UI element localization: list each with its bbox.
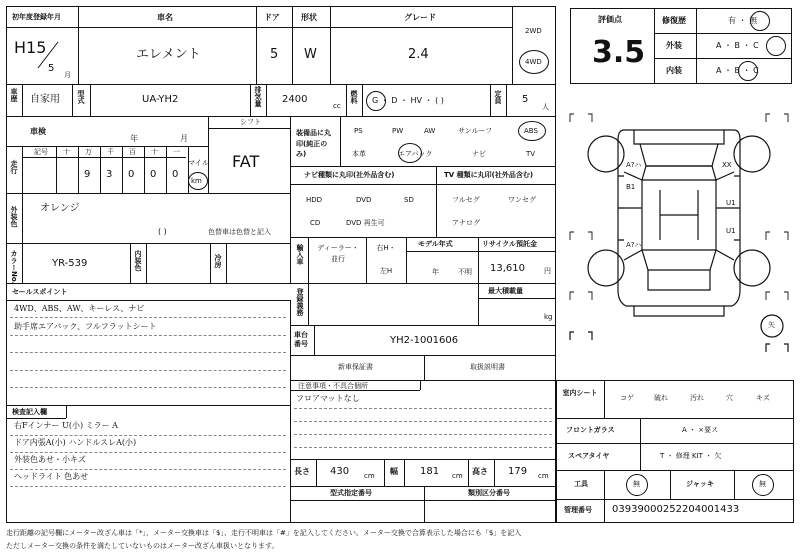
first-reg-era-year: H15 <box>14 38 47 57</box>
notes-label: 注意事項・不具合個所 <box>298 382 368 390</box>
interior-b-circle <box>738 61 758 81</box>
windshield-options: A ・ ×要ス <box>682 426 719 434</box>
color-no-value: YR-539 <box>52 258 88 269</box>
max-load-label: 最大積載量 <box>488 287 523 295</box>
mark-u1-top: U1 <box>726 199 736 207</box>
inspector-note-line: ヘッドライト 色あせ <box>14 472 89 481</box>
import-label: 輸入車 <box>296 244 304 265</box>
mark-bumper: A?ハ <box>626 241 642 249</box>
model-label: 型式 <box>77 90 85 104</box>
jack-value: 無 <box>759 480 766 488</box>
tools-label: 工具 <box>574 480 588 488</box>
car-name-label: 車名 <box>157 13 173 22</box>
ac-label: 冷房 <box>214 254 222 268</box>
shaken-year-unit: 年 <box>130 134 138 143</box>
tv-option: ワンセグ <box>508 196 536 204</box>
rating-label: 評価点 <box>598 15 622 24</box>
equipment-item: エアバック <box>398 150 433 158</box>
model-value: UA-YH2 <box>142 94 179 105</box>
roof-seat-option: 穴 <box>726 394 733 402</box>
mileage-digit: 0 <box>128 169 135 180</box>
equipment-item: PS <box>354 127 363 135</box>
inspector-note-line: 外装色あせ・小キズ <box>14 455 86 464</box>
import-handle-r: 右H・ <box>376 244 396 252</box>
control-number-label: 管理番号 <box>564 506 592 514</box>
capacity-value: 5 <box>522 94 529 105</box>
inspector-note-line: ドア内張A(小) ハンドルスレA(小) <box>14 438 137 447</box>
width-value: 181 <box>420 466 440 477</box>
sales-point-line: 助手席エアバック、フルフラットシート <box>14 321 157 331</box>
interior-options: A ・ B ・ C <box>716 66 759 75</box>
roof-seat-option: コゲ <box>620 394 634 402</box>
mileage-digit: 0 <box>150 169 157 180</box>
tv-option: フルセグ <box>452 196 480 204</box>
max-load-unit: kg <box>544 313 553 321</box>
mark-b1: B1 <box>626 183 636 191</box>
repair-none-circle <box>750 11 770 31</box>
mileage-unit: 百 <box>129 148 136 156</box>
manual-label: 取扱説明書 <box>470 363 505 371</box>
vehicle-use: 自家用 <box>30 94 60 105</box>
recycle-value: 13,610 <box>490 263 525 274</box>
import-dealer: ディーラー・並行 <box>317 244 359 264</box>
roof-seat-option: 破れ <box>654 394 668 402</box>
shift-label: シフト <box>240 118 261 126</box>
length-unit: cm <box>364 472 375 480</box>
grade-label: グレード <box>404 13 436 22</box>
equipment-item: ABS <box>524 127 538 135</box>
navi-option: CD <box>310 219 321 227</box>
length-label: 長さ <box>294 467 310 476</box>
drive-2wd: 2WD <box>525 27 542 35</box>
width-label: 幅 <box>390 467 398 476</box>
height-unit: cm <box>538 472 549 480</box>
first-reg-label: 初年度登録年月 <box>12 13 61 21</box>
model-year-label: モデル年式 <box>418 240 453 248</box>
navi-option: DVD 再生可 <box>346 219 385 227</box>
registration-label: 登録義務 <box>296 288 304 316</box>
chassis-label: 車台番号 <box>294 331 308 349</box>
capacity-unit: 人 <box>542 103 549 111</box>
equipment-item: AW <box>424 127 436 135</box>
recycle-unit: 円 <box>544 267 551 275</box>
shaken-month-unit: 月 <box>180 134 188 143</box>
footer-line-2: ただしメーター交換の条件を満たしていないものはメーター改ざん車扱いとなります。 <box>6 542 279 550</box>
equipment-item: 本革 <box>352 150 366 158</box>
color-paren: ( ) <box>158 227 167 236</box>
length-value: 430 <box>330 466 350 477</box>
rating-score: 3.5 <box>592 35 646 70</box>
sales-points-label: セールスポイント <box>12 288 68 296</box>
fuel-label: 燃料 <box>350 90 358 104</box>
mark-xx: XX <box>722 161 732 169</box>
jack-label: ジャッキ <box>686 480 714 488</box>
width-unit: cm <box>452 472 463 480</box>
equipment-item: PW <box>392 127 404 135</box>
recycle-label: リサイクル預託金 <box>482 240 538 248</box>
displacement-value: 2400 <box>282 94 308 105</box>
mileage-digit: 9 <box>84 169 91 180</box>
spare-tire-label: スペアタイヤ <box>568 452 610 460</box>
height-value: 179 <box>508 466 528 477</box>
color-note: 色替車は色替と記入 <box>208 228 271 236</box>
color-label: 外装色 <box>10 206 18 227</box>
interior-label: 内装 <box>666 66 682 75</box>
model-year-unknown: 不明 <box>458 268 472 276</box>
exterior-label: 外装 <box>666 41 682 50</box>
capacity-label: 定員 <box>494 90 502 104</box>
fuel-options: G ・ D ・ HV ・ ( ) <box>372 96 444 105</box>
equipment-item: サンルーフ <box>458 127 493 135</box>
shape-label: 形状 <box>301 13 317 22</box>
mark-fender-right: A?ハ <box>626 161 642 169</box>
tools-value: 無 <box>633 480 640 488</box>
displacement-unit: cc <box>333 102 341 110</box>
exterior-options: A ・ B ・ C <box>716 41 759 50</box>
sales-point-line: 4WD、ABS、AW、キーレス、ナビ <box>14 304 145 313</box>
equipment-item: ナビ <box>472 150 486 158</box>
km-label: km <box>191 177 202 185</box>
shape-value: W <box>304 47 317 62</box>
equipment-label: 装備品に丸印(純正のみ) <box>296 129 331 158</box>
chassis-value: YH2-1001606 <box>390 335 459 346</box>
mileage-unit: 千 <box>107 148 114 156</box>
repair-label: 修復歴 <box>662 16 686 25</box>
exterior-c-circle <box>766 36 786 56</box>
mileage-digit: 0 <box>172 169 179 180</box>
tv-label: TV 種類に丸印(社外品含む) <box>444 171 534 179</box>
footer-line-1: 走行距離の記号欄にメーター改ざん車は「*」、メーター交換車は「$」、走行不明車は「#」を記入してください。メーター交換で合算表示した場合にも「$」を記入 <box>6 529 522 537</box>
navi-option: HDD <box>306 196 323 204</box>
color-no-label: カラーNo. <box>10 250 18 285</box>
model-year-unit: 年 <box>432 268 439 276</box>
import-handle-l: 左H <box>379 267 393 275</box>
door-label: ドア <box>264 13 280 22</box>
mileage-unit: 万 <box>85 148 92 156</box>
roof-seat-option: キズ <box>756 394 770 402</box>
mileage-unit: 一 <box>173 148 180 156</box>
class-number-label: 類別区分番号 <box>468 489 510 497</box>
roof-seat-option: 汚れ <box>690 394 704 402</box>
interior-color-label: 内装色 <box>134 250 142 271</box>
roof-seat-label: 室内シート <box>562 389 598 397</box>
navi-label: ナビ種類に丸印(社外品含む) <box>304 171 395 179</box>
first-reg-month: 5 <box>48 63 55 74</box>
mileage-label: 走行 <box>10 160 18 174</box>
mileage-digit: 3 <box>106 169 113 180</box>
mark-circle: 矢 <box>768 321 775 329</box>
first-reg-month-unit: 月 <box>64 71 71 79</box>
mile-label: マイル <box>188 159 209 167</box>
airbag-circle <box>398 143 422 163</box>
repair-options: 有 ・ 無 <box>728 16 758 25</box>
shift-value: FAT <box>232 152 260 171</box>
type-designation-label: 型式指定番号 <box>330 489 372 497</box>
inspector-notes-label: 検査記入欄 <box>12 408 47 416</box>
mileage-sub-label: 記号 <box>34 148 48 156</box>
tv-option: アナログ <box>452 219 480 227</box>
equipment-item: TV <box>526 150 536 158</box>
color-value: オレンジ <box>40 203 80 214</box>
drive-4wd: 4WD <box>525 58 542 66</box>
vehicle-use-label: 車歴 <box>10 88 18 102</box>
note-line: フロアマットなし <box>296 394 360 403</box>
height-label: 高さ <box>472 467 488 476</box>
mileage-unit: 十 <box>151 148 158 156</box>
windshield-label: フロントガラス <box>566 426 615 434</box>
car-damage-diagram <box>562 100 798 366</box>
grade-value: 2.4 <box>408 47 429 62</box>
shaken-label: 車検 <box>30 127 46 136</box>
navi-option: SD <box>404 196 414 204</box>
spare-tire-options: T ・ 修理 KIT ・ 欠 <box>660 452 722 460</box>
mileage-unit: 十 <box>63 148 70 156</box>
car-name: エレメント <box>136 47 201 62</box>
abs-circle <box>518 121 546 141</box>
door-count: 5 <box>270 47 279 62</box>
control-number: 0393900025220400143​3 <box>612 504 740 515</box>
navi-option: DVD <box>356 196 372 204</box>
new-car-warranty-label: 新車保証書 <box>338 363 373 371</box>
displacement-label: 排気量 <box>254 86 262 107</box>
mark-u1-bottom: U1 <box>726 227 736 235</box>
inspector-note-line: 右Fインナー U(小) ミラー A <box>14 421 118 430</box>
